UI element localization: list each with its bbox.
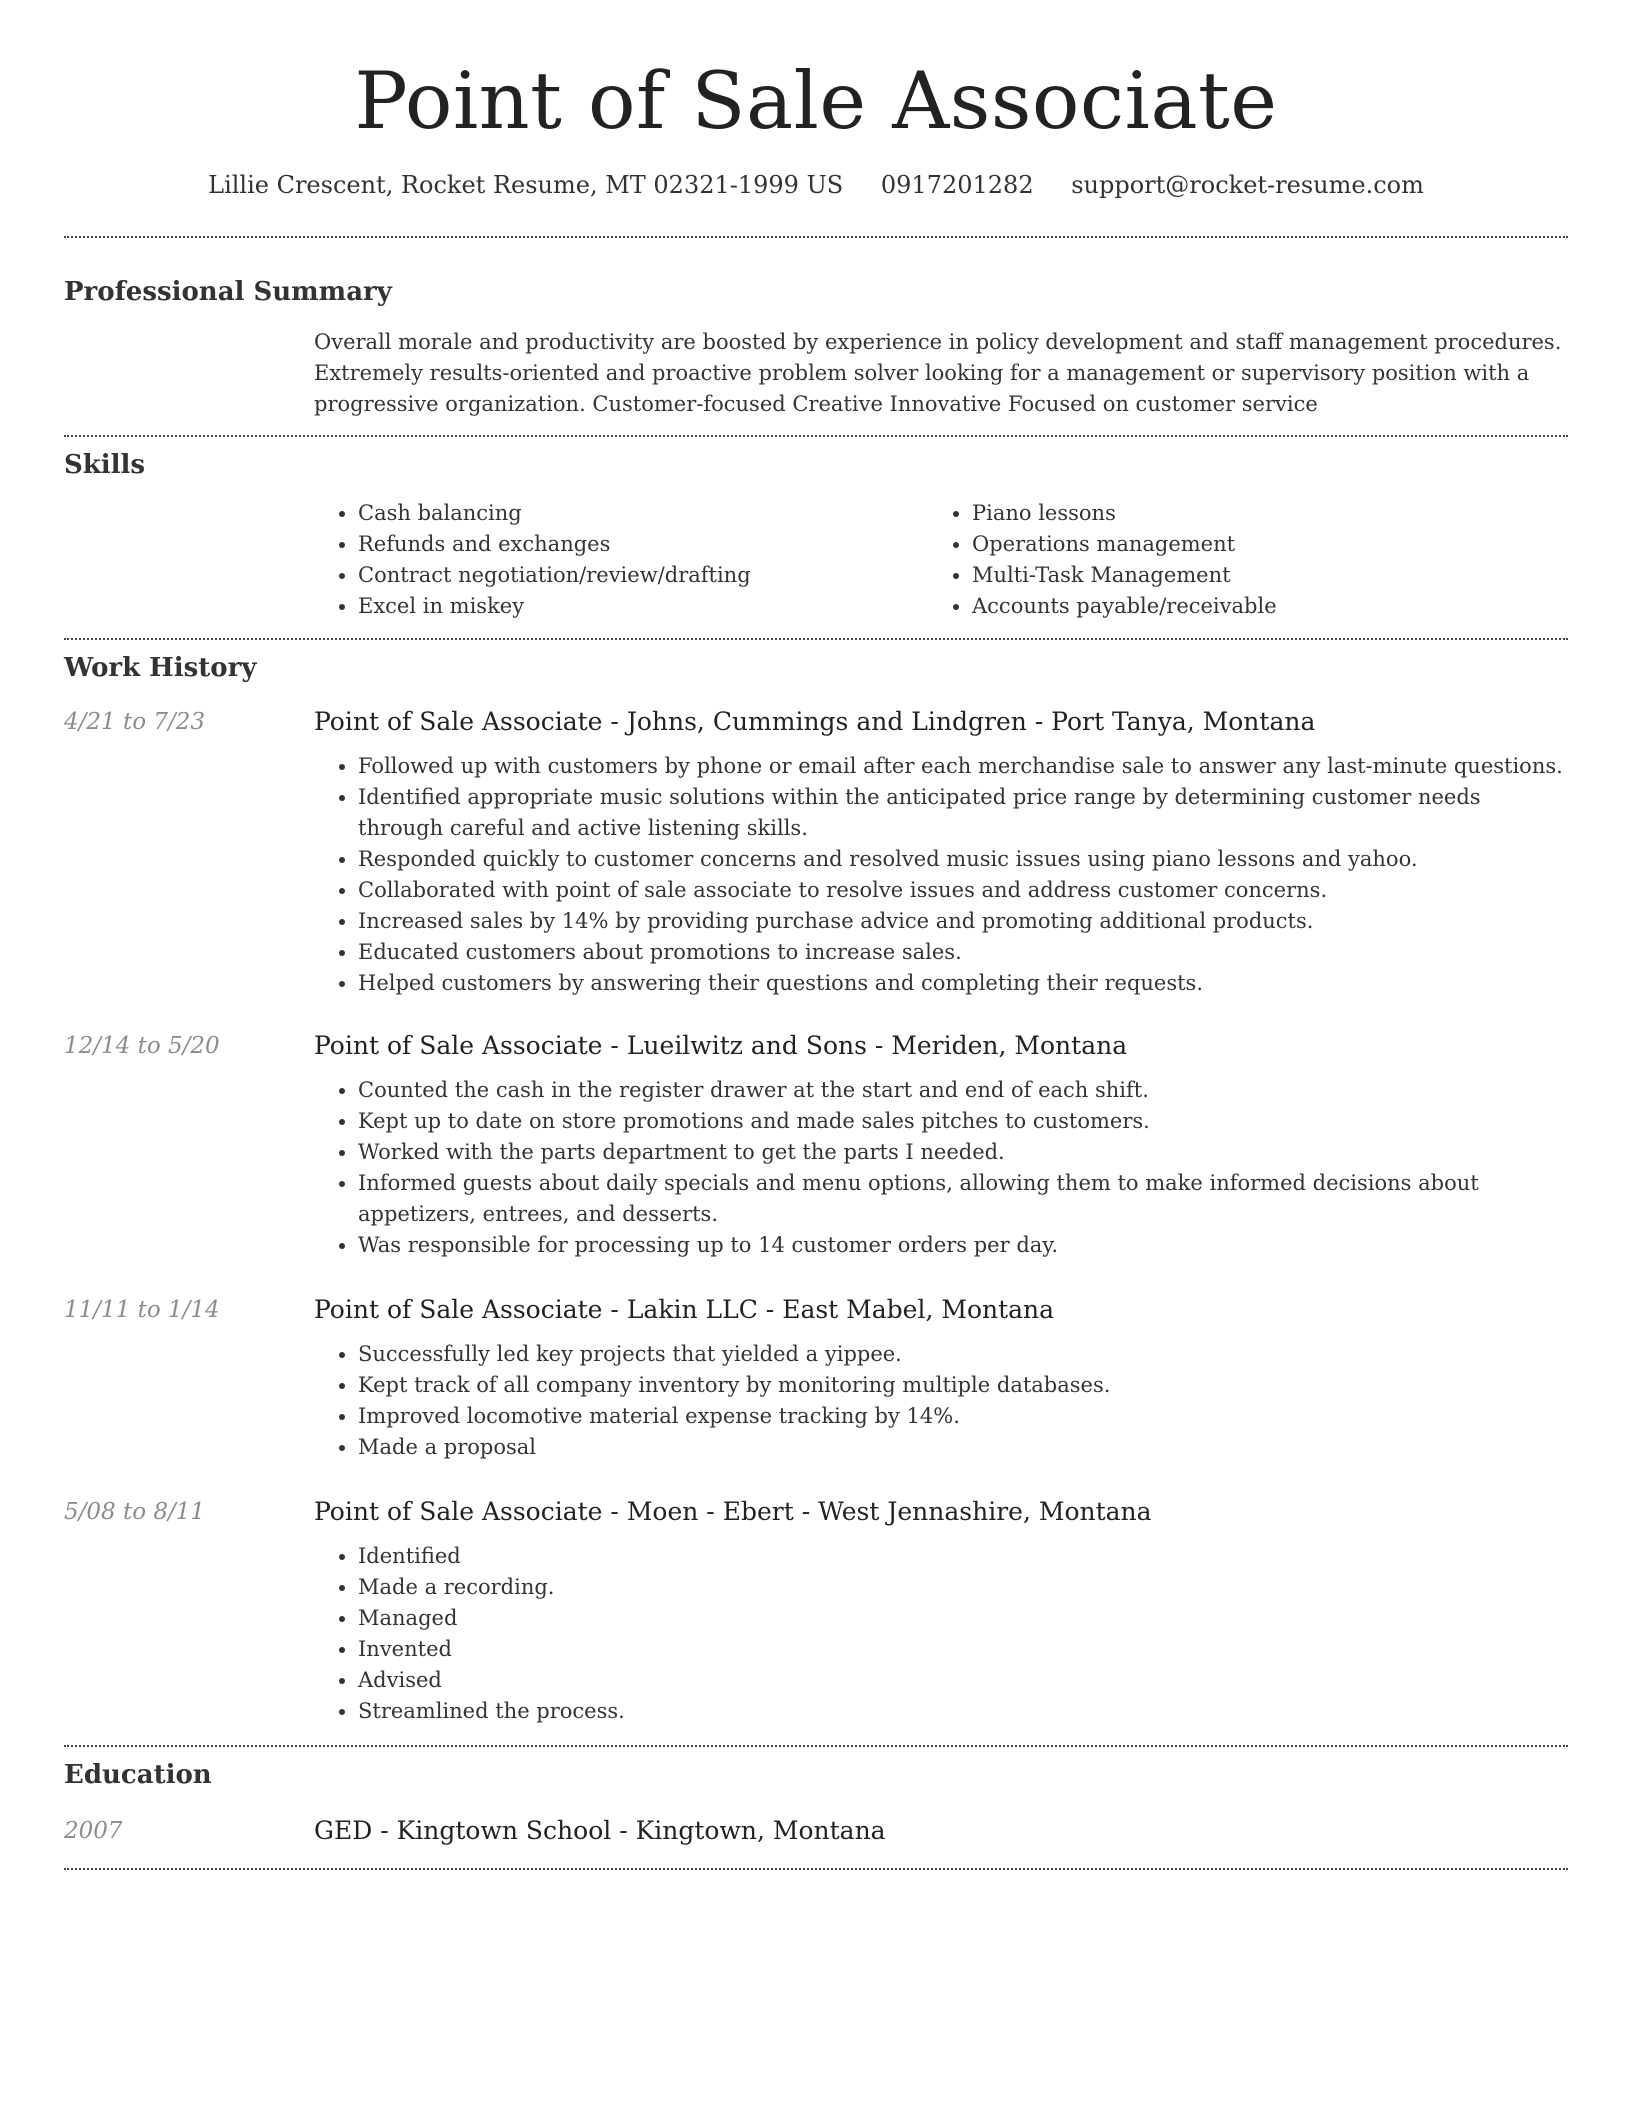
bullet-item: • Collaborated with point of sale associate to resolve issues and address customer concerns. <box>358 875 1568 906</box>
job-heading: Point of Sale Associate - Johns, Cummings and Lindgren - Port Tanya, Montana <box>314 707 1316 736</box>
job-entry <box>64 705 1568 999</box>
bullet-item: • Informed guests about daily specials and menu options, allowing them to make informed decisions about appetizers, entrees, and desserts. <box>358 1168 1568 1230</box>
section-title: Professional Summary <box>64 277 392 307</box>
resume-page <box>64 0 1568 1870</box>
bullet-item: • Identified <box>358 1541 1568 1572</box>
bullet-item: • Kept up to date on store promotions and made sales pitches to customers. <box>358 1106 1568 1137</box>
divider <box>64 236 1568 238</box>
skills-section <box>64 448 1568 622</box>
section-title: Education <box>64 1760 212 1790</box>
job-dates: 12/14 to 5/20 <box>64 1033 220 1059</box>
job-entry <box>64 1495 1568 1727</box>
job-entry <box>64 1029 1568 1261</box>
email: support@rocket-resume.com <box>1071 171 1424 199</box>
bullet-item: • Managed <box>358 1603 1568 1634</box>
education-year: 2007 <box>64 1818 123 1844</box>
job-heading: Point of Sale Associate - Lueilwitz and Sons - Meriden, Montana <box>314 1031 1128 1060</box>
divider <box>64 1745 1568 1747</box>
contact-line <box>64 168 1568 202</box>
bullet-item: • Educated customers about promotions to increase sales. <box>358 937 1568 968</box>
bullet-item: • Streamlined the process. <box>358 1696 1568 1727</box>
skills-column-right <box>928 498 1542 622</box>
bullet-item: • Worked with the parts department to get the parts I needed. <box>358 1137 1568 1168</box>
divider <box>64 1868 1568 1870</box>
divider <box>64 435 1568 437</box>
bullet-item: • Kept track of all company inventory by monitoring multiple databases. <box>358 1370 1568 1401</box>
bullet-item: • Identified appropriate music solutions within the anticipated price range by determining customer needs through careful and active listening skills. <box>358 782 1568 844</box>
education-heading: GED - Kingtown School - Kingtown, Montana <box>314 1816 886 1845</box>
skills-list <box>314 498 1568 622</box>
job-bullets <box>314 1339 1568 1463</box>
work-history-section <box>64 651 1568 1727</box>
bullet-item: • Advised <box>358 1665 1568 1696</box>
skill-item: • Operations management <box>972 529 1542 560</box>
job-heading: Point of Sale Associate - Lakin LLC - East Mabel, Montana <box>314 1295 1055 1324</box>
divider <box>64 638 1568 640</box>
bullet-item: • Invented <box>358 1634 1568 1665</box>
education-section <box>64 1758 1568 1848</box>
address: Lillie Crescent, Rocket Resume, MT 02321-1999 US <box>208 171 844 199</box>
bullet-item: • Was responsible for processing up to 14 customer orders per day. <box>358 1230 1568 1261</box>
bullet-item: • Made a recording. <box>358 1572 1568 1603</box>
phone: 0917201282 <box>880 171 1034 199</box>
summary-text: Overall morale and productivity are boosted by experience in policy development and staff management procedures. Extremely results-oriented and proactive problem solver looking for a management or supervisory position with a progressive organization. Customer-focused Creative Innovative Focused on customer service <box>314 330 1562 416</box>
bullet-item: • Increased sales by 14% by providing purchase advice and promoting additional products. <box>358 906 1568 937</box>
bullet-item: • Counted the cash in the register drawer at the start and end of each shift. <box>358 1075 1568 1106</box>
skill-item: • Contract negotiation/review/drafting <box>358 560 928 591</box>
skill-item: • Excel in miskey <box>358 591 928 622</box>
section-title: Work History <box>64 653 257 683</box>
job-bullets <box>314 751 1568 999</box>
skill-item: • Refunds and exchanges <box>358 529 928 560</box>
job-dates: 4/21 to 7/23 <box>64 709 206 735</box>
education-entry <box>64 1814 1568 1848</box>
bullet-item: • Successfully led key projects that yielded a yippee. <box>358 1339 1568 1370</box>
skill-item: • Multi-Task Management <box>972 560 1542 591</box>
job-bullets <box>314 1541 1568 1727</box>
job-bullets <box>314 1075 1568 1261</box>
skill-item: • Accounts payable/receivable <box>972 591 1542 622</box>
bullet-item: • Made a proposal <box>358 1432 1568 1463</box>
job-dates: 5/08 to 8/11 <box>64 1499 206 1525</box>
job-entry <box>64 1293 1568 1463</box>
summary-section <box>64 275 1568 420</box>
skills-column-left <box>314 498 928 622</box>
resume-title: Point of Sale Associate <box>354 55 1278 147</box>
section-title: Skills <box>64 450 146 480</box>
job-heading: Point of Sale Associate - Moen - Ebert - West Jennashire, Montana <box>314 1497 1152 1526</box>
job-dates: 11/11 to 1/14 <box>64 1297 220 1323</box>
bullet-item: • Followed up with customers by phone or email after each merchandise sale to answer any last-minute questions. <box>358 751 1568 782</box>
bullet-item: • Helped customers by answering their questions and completing their requests. <box>358 968 1568 999</box>
bullet-item: • Improved locomotive material expense tracking by 14%. <box>358 1401 1568 1432</box>
bullet-item: • Responded quickly to customer concerns and resolved music issues using piano lessons and yahoo. <box>358 844 1568 875</box>
skill-item: • Piano lessons <box>972 498 1542 529</box>
skill-item: • Cash balancing <box>358 498 928 529</box>
